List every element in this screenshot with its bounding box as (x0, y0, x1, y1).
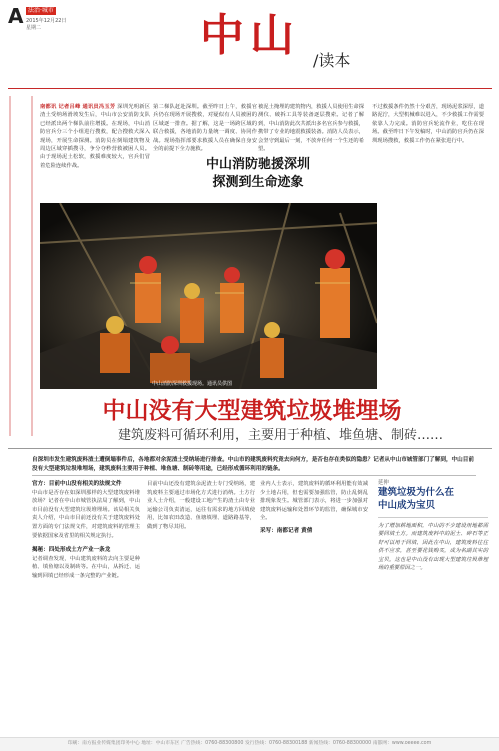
section-divider (8, 448, 492, 449)
issue-date: 2015年12月22日 (26, 18, 67, 24)
story2-section1-title: 官方：目前中山没有相关的法规文件 (32, 481, 122, 487)
story1-headline-line1: 中山消防驰援深圳 (152, 157, 364, 173)
story1-col2-text: 第二梯队赶赴深圳。截至昨日上午，救援官兵仍在现场开展搜救，对疑似有人员被困的区域逐一排查。据了解，这是一场跨区域的联合救援，各地消防力量统一调度、协同作战。现场指挥部要求救援人员在确保自身安全的前提下全力施救。 (153, 104, 257, 153)
page-subtitle: /读本 (313, 51, 351, 70)
story2-section1-body: 中山市是否存在如深圳那样的大型建筑废料堆放场？记者在中山市城管执法局了解到，中山市目前没有大型建筑垃圾堆埋场。该局相关负责人介绍，中山市目前还没有关于建筑废料处置方面的专门法规文件，对建筑废料的管理主要依据国家及省里的相关规定执行。 (32, 489, 140, 539)
story2-lead: 自深圳市发生建筑废料渣土遭倒塌事件后，各地都对余泥渣土受纳场进行排查。中山市的建筑废料究竟去向何方，是否也存在类似的隐患？记者从中山市城管部门了解到，中山目前没有大型建筑垃圾堆埋场，建筑废料主要用于种植、堆鱼塘、制砖等用途，已经形成循环利用的链条。 (32, 457, 474, 472)
story2-column-2 (147, 480, 255, 532)
story2-headline: 中山没有大型建筑垃圾堆埋场 (102, 397, 402, 424)
story2-section2-body: 记者调查发现，中山建筑废料的去向主要是种植、填鱼塘以及制砖等。在中山，从拆迁、运输到回填已经形成一条完整的产业链。 (32, 555, 140, 579)
story1-byline: 南都讯 记者吕峰 通讯员冯玉芳 (40, 104, 116, 110)
decorative-vertical-strip (8, 96, 34, 436)
story1-column-2 (153, 103, 257, 153)
story1-headline-line2: 探测到生命迹象 (152, 175, 364, 191)
story1-col1-text: 深圳光明新区渣土受纳场滑坡发生后，中山市公安消防支队已经派出两个梯队前往增援。在现场，中山消防官兵分三个小组进行搜救，配合搜救犬深入现场，开展生命探测。消防员在倒塌建筑物及周边区域穿插搜寻，争分夺秒营救被困人员。由于现场泥土松软，救援难度较大，官兵们冒着危险连续作战。 (40, 104, 150, 169)
story2-subheadline: 建筑废料可循环利用，主要用于种植、堆鱼塘、制砖…… (118, 428, 444, 443)
related-divider (378, 517, 488, 518)
story1-col3-text: 被泥土掩埋的建筑物内，救援人员使用生命探测仪、破拆工具等装备逐层搜索。记者了解到，中山消防此次共派出多名官兵参与救援，携带了专业的地震救援装备。消防人员表示，会坚守到最后一刻，不放弃任何一个生还的希望。 (258, 104, 364, 153)
story1-column-4 (372, 103, 484, 145)
newspaper-logo: A (8, 4, 24, 28)
page-footer: 印刷：南方报业传媒集团印务中心 地址：中山市东区 广告热线：0760-88300800 发行热线：0760-88300188 新闻热线：0760-88300000 南都网：www.oeeee.com (0, 737, 499, 751)
masthead-divider (8, 88, 492, 89)
issue-weekday: 星期二 (26, 25, 42, 31)
related-label: 延伸 (378, 480, 389, 486)
story2-col3-text: 业内人士表示，建筑废料的循环利用能有效减少土地占用，但也需要加强监管，防止乱倒乱排现象发生。城管部门表示，将进一步加强对建筑废料运输和处置环节的监管，确保城市安全。 (260, 481, 368, 522)
lead-divider (32, 475, 476, 476)
story1-col4-text: 不过救援条件仍然十分艰苦，现场泥浆深厚，道路泥泞，大型机械难以进入，不少救援工作需要依靠人力完成。消防官兵轮流作业，吃住在现场。截至昨日下午发稿时，中山消防官兵仍在深圳现场搜救，救援工作仍在紧张进行中。 (372, 104, 484, 144)
story2-column-1 (32, 480, 140, 581)
story1-column-1 (40, 103, 150, 170)
story2-section2-title: 揭秘：四处形成土方产业一条龙 (32, 547, 111, 554)
page-title: 中山 (200, 10, 300, 61)
story2-column-3 (260, 480, 368, 536)
related-body: 为了增加耕地面积，中山的不少建设用地都需要回填土方。而建筑废料中的泥土、碎石等正好可以用于回填，因此在中山，建筑废料往往供不应求，甚至要花钱购买，成为名副其实的宝贝。这也是中山没有出现大型建筑垃圾堆埋场的重要原因之一。 (378, 523, 488, 572)
story1-column-3 (258, 103, 364, 153)
related-title: 建筑垃圾为什么在中山成为宝贝 (378, 487, 455, 511)
photo-caption: 中山消防深圳救援现场。通讯员供图 (152, 381, 233, 387)
rescue-scene-photo (40, 203, 377, 389)
story2-col2-text: 目前中山还没有建筑余泥渣土专门受纳场，建筑废料主要通过市场化方式进行消纳。土方行业人士介绍，一般建设工地产生的渣土由专业运输公司负责清运，运往有需求的地方回填使用，比如农田改造、鱼塘填埋、道路路基等，做到了物尽其用。 (147, 481, 255, 530)
section-label: 法治·城市 (28, 7, 54, 14)
story2-byline: 采写：南都记者 黄倩 (260, 527, 313, 534)
